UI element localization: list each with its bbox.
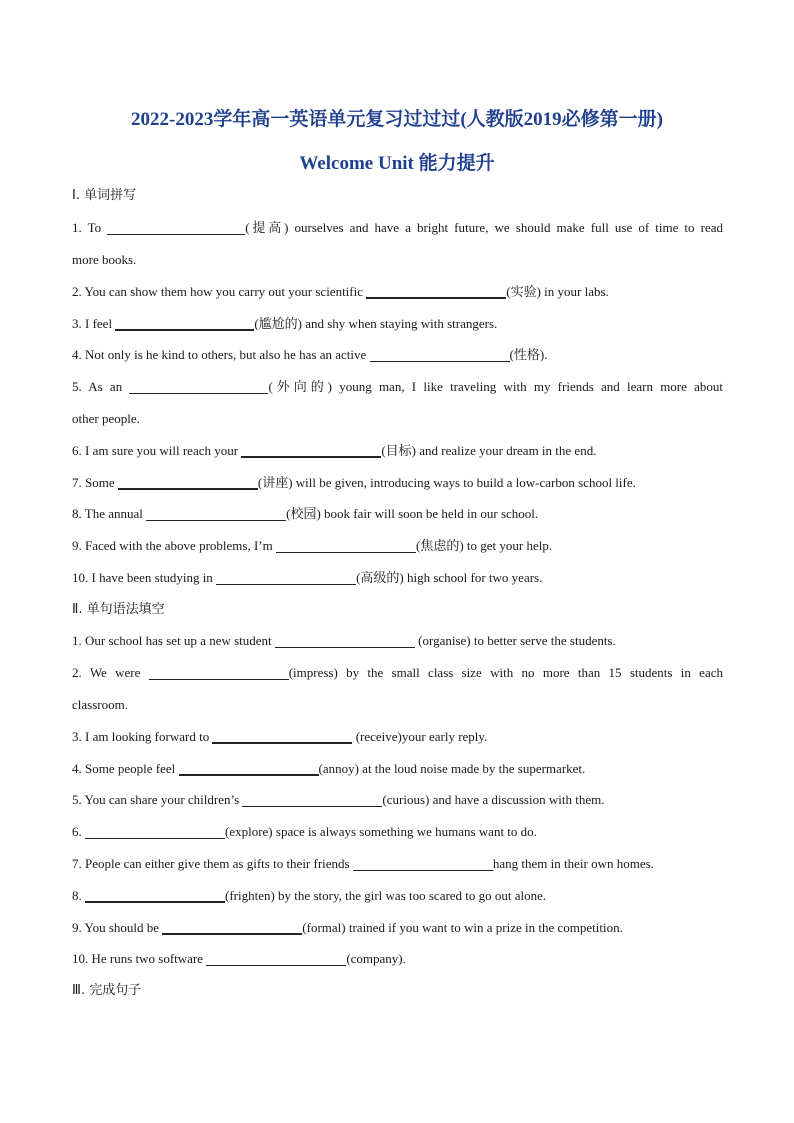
answer-blank[interactable] bbox=[275, 634, 415, 648]
s1-item-5: 5. As an (外向的) young man, I like traveling with my friends and learn more about bbox=[72, 379, 724, 394]
answer-blank[interactable] bbox=[107, 221, 245, 235]
answer-blank[interactable] bbox=[370, 348, 510, 362]
answer-blank[interactable] bbox=[212, 729, 352, 744]
s1-item-3: 3. I feel (尴尬的) and shy when staying with strangers. bbox=[72, 316, 498, 331]
s2-item-2-cont: classroom. bbox=[72, 697, 128, 712]
s2-item-1: 1. Our school has set up a new student (organise) to better serve the students. bbox=[72, 633, 616, 648]
answer-blank[interactable] bbox=[353, 857, 493, 871]
answer-blank[interactable] bbox=[85, 888, 225, 903]
s1-item-5-cont: other people. bbox=[72, 411, 140, 426]
s2-item-6: 6. (explore) space is always something we humans want to do. bbox=[72, 824, 537, 839]
answer-blank[interactable] bbox=[276, 539, 416, 553]
s2-item-3: 3. I am looking forward to (receive)your early reply. bbox=[72, 729, 488, 744]
answer-blank[interactable] bbox=[206, 952, 346, 966]
s2-item-9: 9. You should be (formal) trained if you want to win a prize in the competition. bbox=[72, 920, 623, 935]
s1-item-9: 9. Faced with the above problems, I’m (焦虑的) to get your help. bbox=[72, 538, 553, 553]
section-2-heading: Ⅱ. 单句语法填空 bbox=[72, 602, 165, 617]
s2-item-4: 4. Some people feel (annoy) at the loud noise made by the supermarket. bbox=[72, 761, 586, 776]
s1-item-7: 7. Some (讲座) will be given, introducing ways to build a low-carbon school life. bbox=[72, 475, 636, 490]
answer-blank[interactable] bbox=[118, 475, 258, 490]
answer-blank[interactable] bbox=[146, 507, 286, 521]
s1-item-4: 4. Not only is he kind to others, but also he has an active (性格). bbox=[72, 347, 548, 362]
answer-blank[interactable] bbox=[129, 380, 268, 394]
s1-item-2: 2. You can show them how you carry out your scientific (实验) in your labs. bbox=[72, 284, 609, 299]
answer-blank[interactable] bbox=[241, 443, 381, 458]
s1-item-10: 10. I have been studying in (高级的) high school for two years. bbox=[72, 570, 543, 585]
s1-item-1: 1. To (提高) ourselves and have a bright future, we should make full use of time to read bbox=[72, 220, 723, 235]
document-subtitle: Welcome Unit 能力提升 bbox=[299, 153, 495, 174]
answer-blank[interactable] bbox=[216, 571, 356, 585]
answer-blank[interactable] bbox=[85, 825, 225, 839]
answer-blank[interactable] bbox=[179, 761, 319, 776]
answer-blank[interactable] bbox=[115, 316, 254, 331]
s2-item-7: 7. People can either give them as gifts to their friends hang them in their own homes. bbox=[72, 856, 654, 871]
s1-item-6: 6. I am sure you will reach your (目标) and realize your dream in the end. bbox=[72, 443, 597, 458]
s1-item-8: 8. The annual (校园) book fair will soon be held in our school. bbox=[72, 506, 539, 521]
answer-blank[interactable] bbox=[162, 920, 302, 935]
s1-item-1-cont: more books. bbox=[72, 252, 137, 267]
section-1-heading: Ⅰ. 单词拼写 bbox=[72, 188, 137, 203]
document-title: 2022-2023学年高一英语单元复习过过过(人教版2019必修第一册) bbox=[131, 109, 663, 130]
answer-blank[interactable] bbox=[149, 666, 289, 680]
s2-item-10: 10. He runs two software (company). bbox=[72, 951, 406, 966]
section-3-heading: Ⅲ. 完成句子 bbox=[72, 983, 142, 998]
s2-item-8: 8. (frighten) by the story, the girl was too scared to go out alone. bbox=[72, 888, 547, 903]
answer-blank[interactable] bbox=[366, 284, 506, 299]
answer-blank[interactable] bbox=[242, 793, 382, 807]
s2-item-2: 2. We were (impress) by the small class size with no more than 15 students in each bbox=[72, 665, 723, 680]
s2-item-5: 5. You can share your children’s (curious) and have a discussion with them. bbox=[72, 792, 605, 807]
